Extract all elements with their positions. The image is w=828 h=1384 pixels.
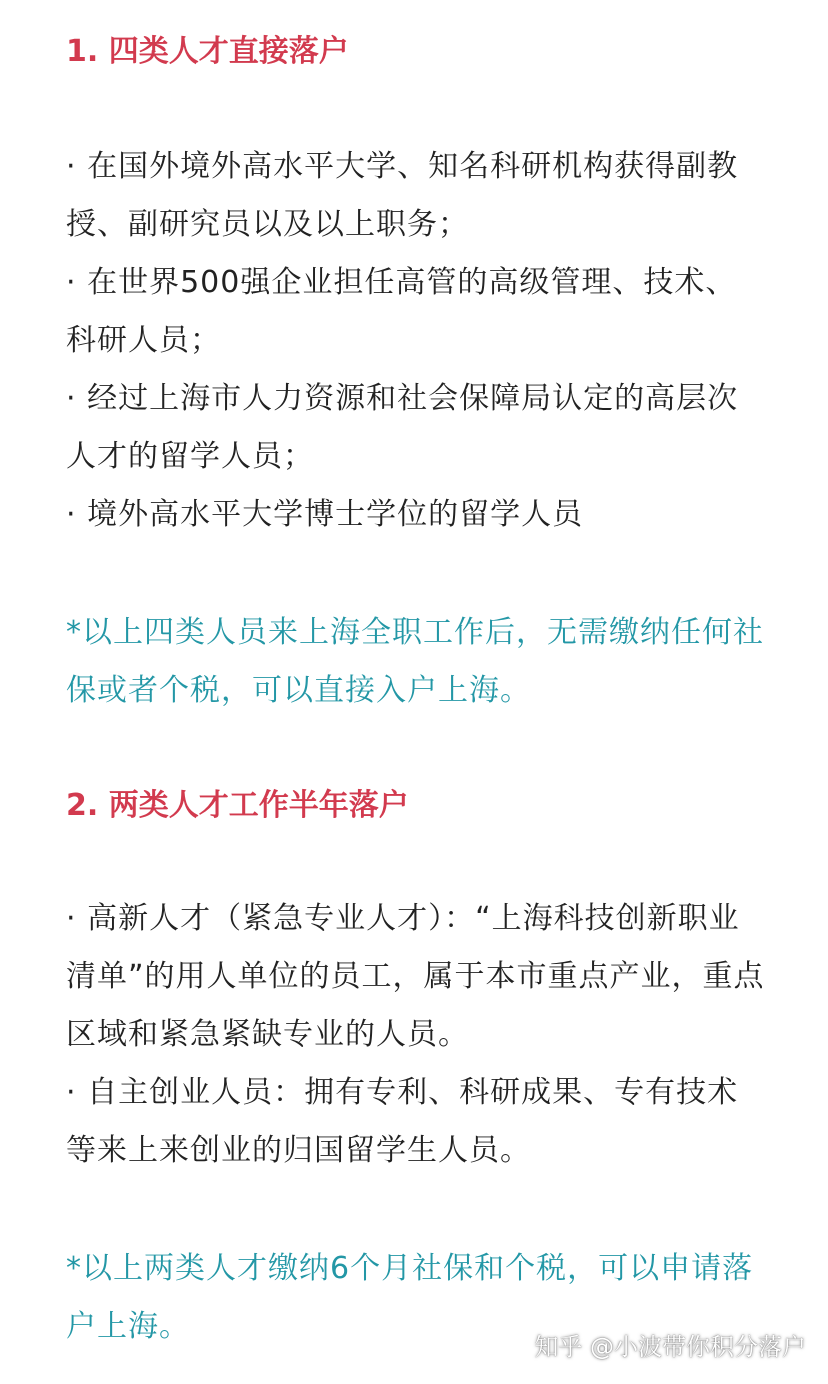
section1-note: *以上四类人员来上海全职工作后，无需缴纳任何社保或者个税，可以直接入户上海。 xyxy=(66,615,764,708)
section2-title: 2. 两类人才工作半年落户 xyxy=(66,788,409,823)
section1-list xyxy=(66,138,766,544)
list-item: · 高新人才（紧急专业人才）：“上海科技创新职业清单”的用人单位的员工，属于本市重点产业，重点区域和紧急紧缺专业的人员。 xyxy=(66,901,765,1052)
watermark: 知乎 @小波带你积分落户 xyxy=(534,1333,806,1361)
section1-title: 1. 四类人才直接落户 xyxy=(66,34,349,69)
section2-list xyxy=(66,890,766,1180)
list-item: · 自主创业人员：拥有专利、科研成果、专有技术等来上来创业的归国留学生人员。 xyxy=(66,1075,739,1168)
section2-note: *以上两类人才缴纳6个月社保和个税，可以申请落户上海。 xyxy=(66,1251,754,1344)
list-item: · 在国外境外高水平大学、知名科研机构获得副教授、副研究员以及以上职务； xyxy=(66,149,739,242)
list-item: · 在世界500强企业担任高管的高级管理、技术、科研人员； xyxy=(66,265,737,358)
list-item: · 经过上海市人力资源和社会保障局认定的高层次人才的留学人员； xyxy=(66,381,739,474)
list-item: · 境外高水平大学博士学位的留学人员 xyxy=(66,497,584,532)
